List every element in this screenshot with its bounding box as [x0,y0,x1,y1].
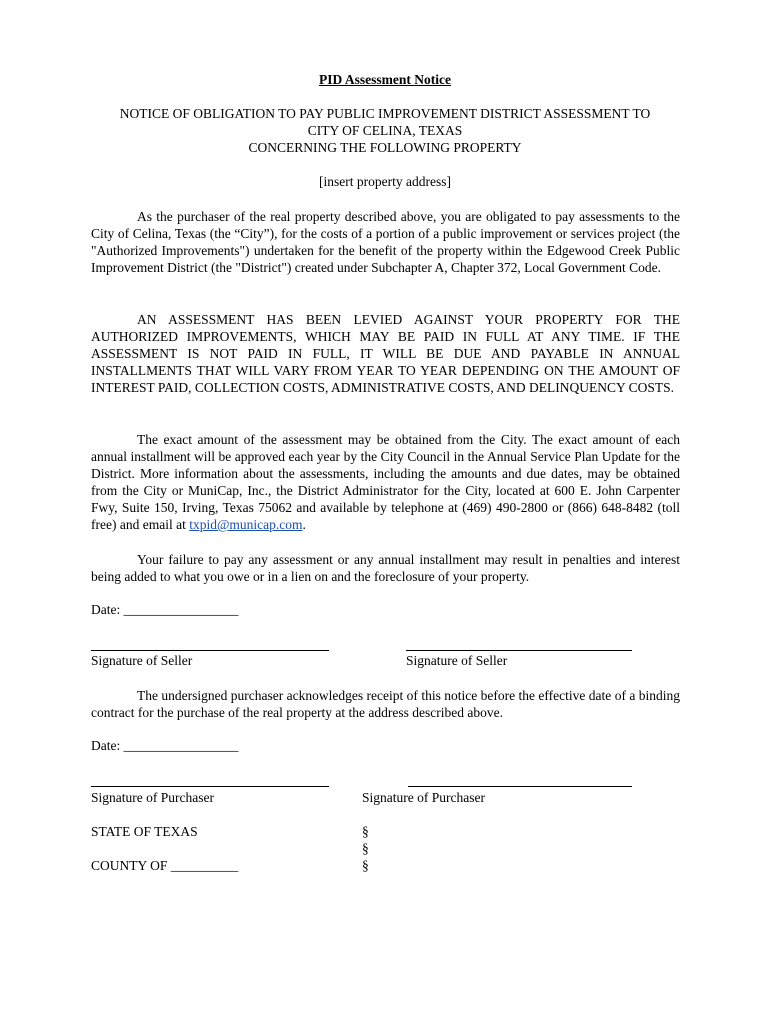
paragraph-exact-amount-text: The exact amount of the assessment may be obtained from the City. The exact amount of each annual installment will be approved each year by the City Council in the Annual Service Plan Update for the District. More information about the assessments, including the amounts and due dates, may be obtained from the City or MuniCap, Inc., the District Administrator for the City, located at 600 E. John Carpenter Fwy, Suite 150, Irving, Texas 75062 and available by telephone at (469) 490-2800 or (866) 648-8482 (toll free) and email at [91,432,680,532]
purchaser-signature-line-right[interactable] [408,786,632,787]
seller-signature-label-left: Signature of Seller [91,653,193,668]
notice-heading-line-2: CITY OF CELINA, TEXAS [307,123,463,138]
paragraph-exact-amount [91,431,680,533]
purchaser-signature-label-left: Signature of Purchaser [91,790,214,805]
paragraph-obligation: As the purchaser of the real property described above, you are obligated to pay assessments to the City of Celina, Texas (the “City”), for the costs of a portion of a public improvement or services project (the "Authorized Improvements") undertaken for the benefit of the property within the Edgewood Creek Public Improvement District (the "District") created under Subchapter A, Chapter 372, Local Government Code. [91,209,680,275]
county-label[interactable]: COUNTY OF __________ [91,858,239,873]
section-mark-1: § [362,824,369,839]
page-title: PID Assessment Notice [319,72,451,87]
purchaser-signature-line-left[interactable] [91,786,329,787]
date-field-seller[interactable]: Date: _________________ [91,602,239,617]
seller-signature-line-left[interactable] [91,650,329,651]
paragraph-purchaser-acknowledgment: The undersigned purchaser acknowledges receipt of this notice before the effective date of a binding contract for the purchase of the real property at the address described above. [91,688,680,720]
section-mark-2: § [362,841,369,856]
seller-signature-line-right[interactable] [406,650,632,651]
notice-heading-line-1: NOTICE OF OBLIGATION TO PAY PUBLIC IMPROVEMENT DISTRICT ASSESSMENT TO [119,106,651,121]
notice-heading-line-3: CONCERNING THE FOLLOWING PROPERTY [248,140,522,155]
paragraph-exact-amount-end: . [302,517,306,532]
state-of-texas-label: STATE OF TEXAS [91,824,198,839]
email-link[interactable]: txpid@municap.com [189,517,303,532]
paragraph-assessment-levied: AN ASSESSMENT HAS BEEN LEVIED AGAINST YOUR PROPERTY FOR THE AUTHORIZED IMPROVEMENTS, WHICH MAY BE PAID IN FULL AT ANY TIME. IF THE ASSESSMENT IS NOT PAID IN FULL, IT WILL BE DUE AND PAYABLE IN ANNUAL INSTALLMENTS THAT WILL VARY FROM YEAR TO YEAR DEPENDING ON THE AMOUNT OF INTEREST PAID, COLLECTION COSTS, ADMINISTRATIVE COSTS, AND DELINQUENCY COSTS. [91,312,680,395]
purchaser-signature-label-right: Signature of Purchaser [362,790,485,805]
date-field-purchaser[interactable]: Date: _________________ [91,738,239,753]
property-address-placeholder: [insert property address] [319,174,451,189]
paragraph-failure-to-pay: Your failure to pay any assessment or any annual installment may result in penalties and interest being added to what you owe or in a lien on and the foreclosure of your property. [91,552,680,584]
seller-signature-label-right: Signature of Seller [406,653,508,668]
section-mark-3: § [362,858,369,873]
